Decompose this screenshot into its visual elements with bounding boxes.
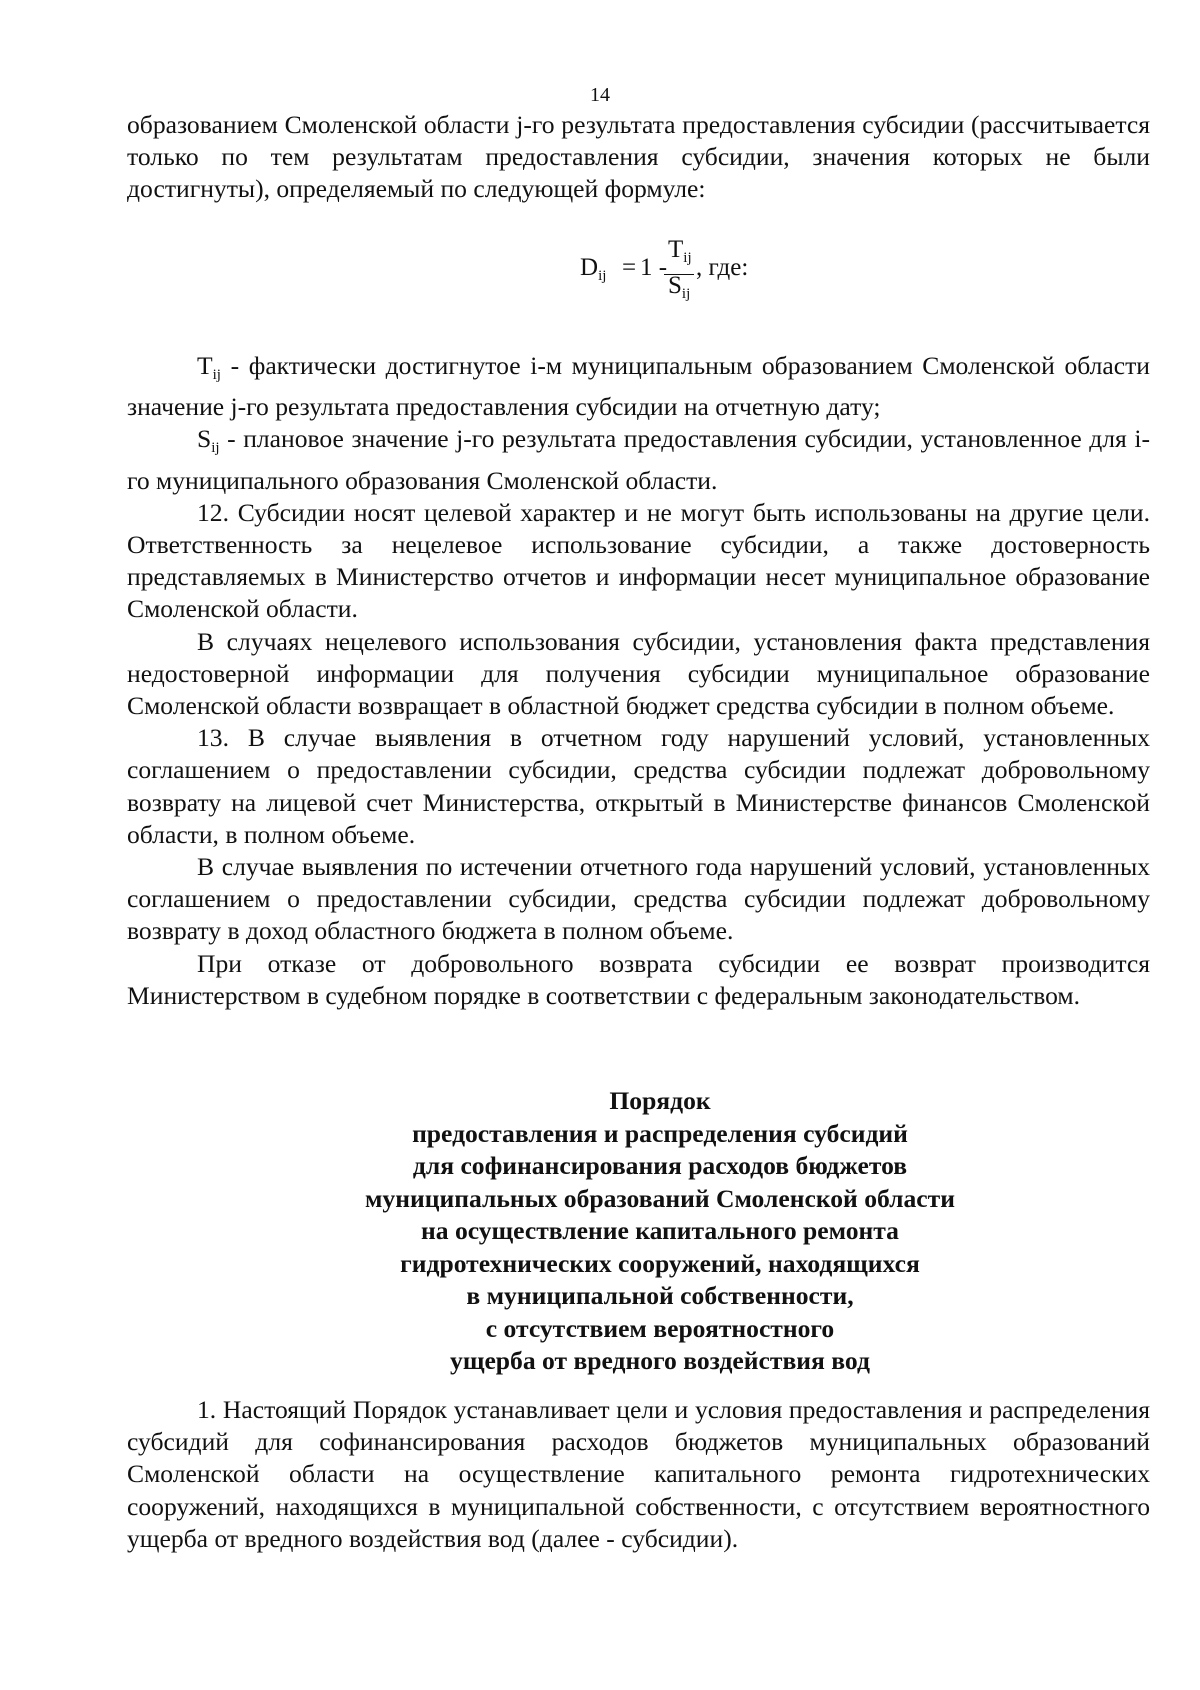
- formula-equals: =: [622, 254, 637, 281]
- paragraph-after-year: В случае выявления по истечении отчетного года нарушений условий, установленных соглашением о предоставлении субсидии, средства субсидии подлежат добровольному возврату в доход областного бюджета в полном объеме.: [127, 852, 1150, 946]
- title-line: гидротехнических сооружений, находящихся: [400, 1248, 920, 1278]
- paragraph-misuse: В случаях нецелевого использования субсидии, установления факта представления недостоверной информации для получения субсидии муниципальное образование Смоленской области возвращает в областной бюджет средства субсидии в полном объеме.: [127, 626, 1150, 721]
- formula-suffix: , где:: [696, 254, 749, 281]
- paragraph-1: 1. Настоящий Порядок устанавливает цели и условия предоставления и распределения субсидий для софинансирования расходов бюджетов муниципальных образований Смоленской области на осуществление капитального ремонта гидротехнических сооружений, находящихся в муниципальной собственности, с отсутствием вероятностного ущерба от вредного воздействия вод (далее - субсидии).: [127, 1395, 1150, 1553]
- formula-lhs: $D_{ij}$: [580, 254, 607, 284]
- formula-denominator: $S_{ij}$: [668, 272, 691, 302]
- title-line: в муниципальной собственности,: [466, 1281, 854, 1310]
- title-line: Порядок: [609, 1086, 711, 1115]
- title-line: ущерба от вредного воздействия вод: [450, 1346, 870, 1375]
- formula-one-minus: 1 -: [640, 254, 668, 281]
- main-text-block: [127, 350, 1150, 1012]
- intro-block: [127, 109, 1150, 206]
- page-number: 14: [590, 84, 610, 106]
- closing-block: [127, 1394, 1150, 1555]
- definition-s: $S_{ij}$ - плановое значение j-го результата предоставления субсидии, установленное для i-го муниципального образования Смоленской области.: [127, 424, 1150, 495]
- intro-paragraph: образованием Смоленской области j-го результата предоставления субсидии (рассчитывается только по тем результатам предоставления субсидии, значения которых не были достигнуты), определяемый по следующей формуле:: [127, 110, 1150, 204]
- formula-numerator: $T_{ij}$: [668, 236, 692, 266]
- paragraph-refusal: При отказе от добровольного возврата субсидии ее возврат производится Министерством в судебном порядке в соответствии с федеральным законодательством.: [127, 948, 1150, 1010]
- section-title: [300, 1085, 1020, 1378]
- title-line: муниципальных образований Смоленской области: [365, 1183, 955, 1213]
- title-line: с отсутствием вероятностного: [485, 1313, 835, 1343]
- paragraph-13: 13. В случае выявления в отчетном году нарушений условий, установленных соглашением о предоставлении субсидии, средства субсидии подлежат добровольному возврату на лицевой счет Министерства, открытый в Министерстве финансов Смоленской области, в полном объеме.: [127, 723, 1150, 849]
- title-line: для софинансирования расходов бюджетов: [412, 1151, 908, 1180]
- title-line: предоставления и распределения субсидий: [412, 1118, 908, 1148]
- definition-t: $T_{ij}$ - фактически достигнутое i-м муниципальным образованием Смоленской области значение j-го результата предоставления субсидии на отчетную дату;: [127, 351, 1150, 422]
- title-line: на осуществление капитального ремонта: [421, 1216, 899, 1245]
- paragraph-12: 12. Субсидии носят целевой характер и не могут быть использованы на другие цели. Ответственность за нецелевое использование субсидии, а также достоверность представляемых в Министерство отчетов и информации несет муниципальное образование Смоленской области.: [127, 497, 1150, 624]
